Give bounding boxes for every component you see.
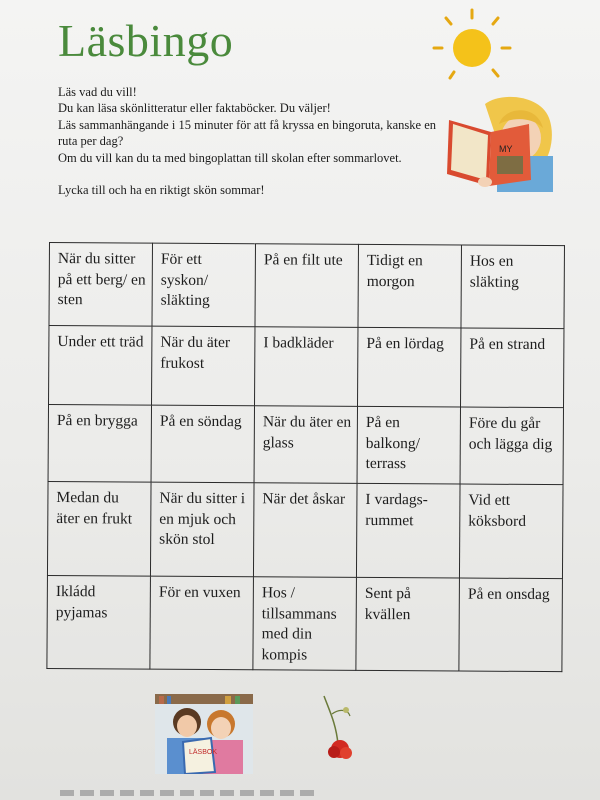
bingo-cell[interactable]: När du sitter på ett berg/ en sten <box>49 243 153 327</box>
intro-text <box>58 84 448 198</box>
reading-girl-illustration <box>445 94 557 192</box>
bingo-row <box>49 243 564 329</box>
bingo-board <box>46 242 565 672</box>
bingo-cell[interactable]: Hos en släkting <box>461 245 565 329</box>
bingo-cell[interactable]: Hos / tillsammans med din kompis <box>253 577 357 671</box>
bingo-cell[interactable]: På en söndag <box>151 405 254 483</box>
intro-line-4: Om du vill kan du ta med bingoplattan till skolan efter sommarlovet. <box>58 150 402 165</box>
book-cover-text: MY <box>499 144 513 154</box>
kids-book-text: LÄSBOK <box>189 749 218 756</box>
bingo-cell[interactable]: Vid ett köksbord <box>459 484 563 579</box>
bingo-cell[interactable]: Medan du äter en frukt <box>47 481 151 576</box>
bingo-row <box>47 575 563 671</box>
bingo-cell[interactable]: På en lördag <box>358 327 461 407</box>
bingo-cell[interactable]: Under ett träd <box>49 326 152 406</box>
intro-line-3: Läs sammanhängande i 15 minuter för att få kryssa en bingoruta, kanske en ruta per dag? <box>58 117 437 149</box>
bingo-cell[interactable]: I vardags-rummet <box>356 483 460 578</box>
bingo-row <box>48 405 563 485</box>
bingo-row <box>47 481 563 578</box>
bingo-cell[interactable]: Före du går och lägga dig <box>460 407 563 485</box>
bingo-cell[interactable]: På en filt ute <box>255 244 359 328</box>
bingo-cell[interactable]: När du sitter i en mjuk och skön stol <box>150 482 254 577</box>
kids-reading-illustration <box>155 694 253 774</box>
red-flower-icon <box>320 694 360 764</box>
intro-line-2: Du kan läsa skönlitteratur eller faktaböcker. Du väljer! <box>58 101 331 116</box>
bingo-cell[interactable]: För en vuxen <box>150 576 254 670</box>
bingo-cell[interactable]: I badkläder <box>255 327 358 407</box>
page-title: Läsbingo <box>58 15 234 66</box>
bingo-cell[interactable]: Sent på kvällen <box>356 577 460 671</box>
bingo-cell[interactable]: På en balkong/ terrass <box>357 406 460 484</box>
bingo-cell[interactable]: På en strand <box>460 328 563 408</box>
bingo-cell[interactable]: På en onsdag <box>459 578 563 672</box>
closing-line: Lycka till och ha en riktigt skön sommar! <box>58 183 265 198</box>
intro-line-1: Läs vad du vill! <box>58 85 137 99</box>
bingo-row <box>49 326 564 408</box>
footer-text-strip <box>60 790 320 796</box>
bingo-cell[interactable]: Ikládd pyjamas <box>47 575 151 669</box>
bingo-cell[interactable]: När det åskar <box>253 483 357 578</box>
bingo-cell[interactable]: Tidigt en morgon <box>358 244 462 328</box>
bingo-cell[interactable]: På en brygga <box>48 405 151 483</box>
sun-icon <box>414 4 524 86</box>
bingo-cell[interactable]: När du äter frukost <box>152 326 255 406</box>
bingo-cell[interactable]: När du äter en glass <box>254 406 357 484</box>
bingo-cell[interactable]: För ett syskon/ släkting <box>152 243 256 327</box>
